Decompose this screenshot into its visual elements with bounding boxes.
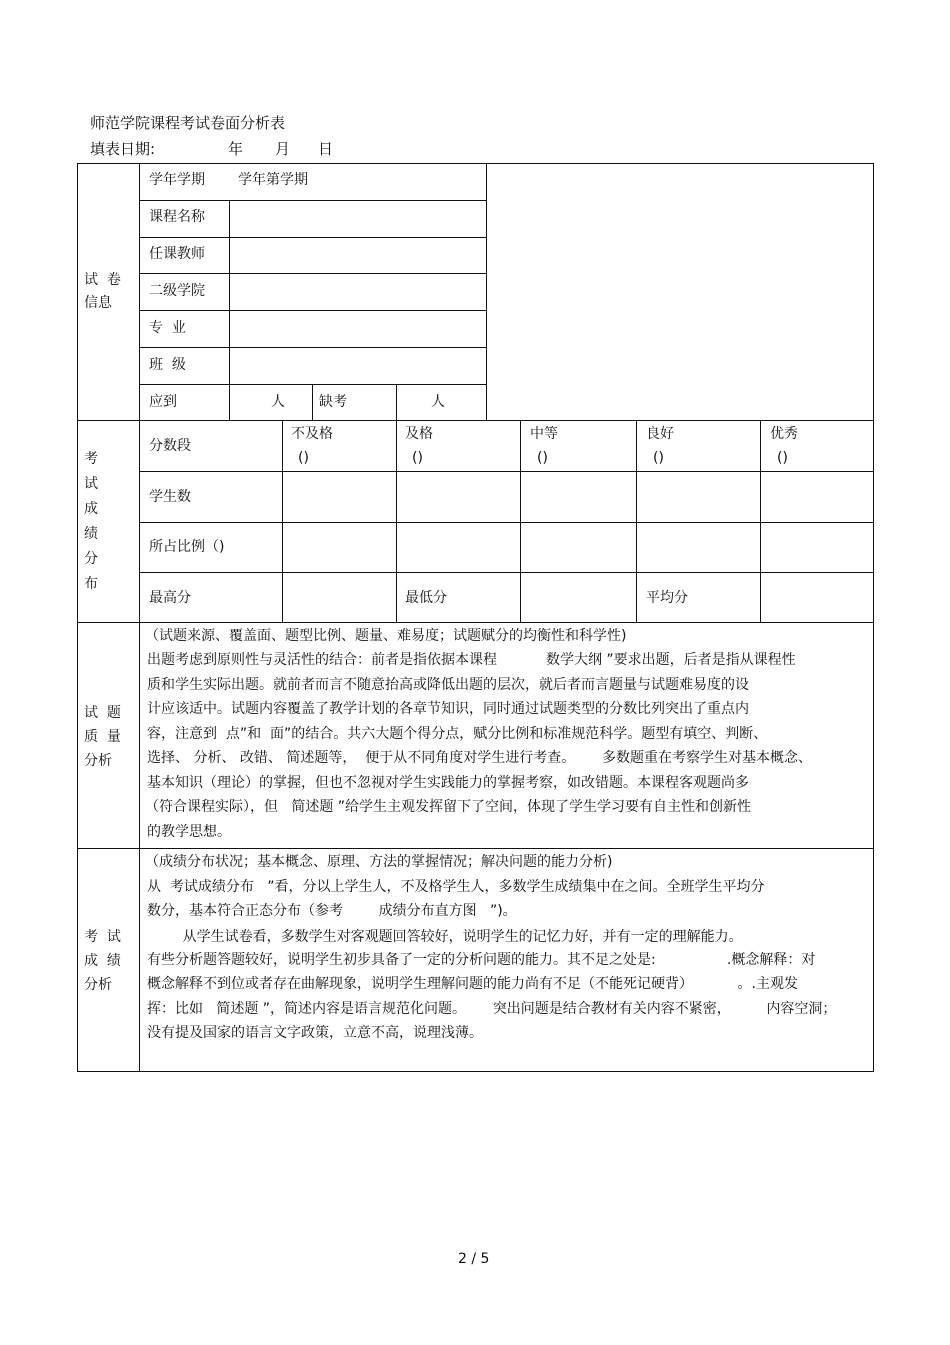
info-section-label-2: 信息 [84, 295, 112, 311]
scores-label-char: 试 [84, 476, 98, 492]
grade-fail-name: 不及格 [291, 426, 333, 442]
grade-excellent-name: 优秀 [770, 426, 798, 442]
course-name-label: 课程名称 [149, 209, 205, 225]
absent-unit: 人 [431, 394, 445, 410]
quality-line: （试题来源、覆盖面、题型比例、题量、难易度；试题赋分的均衡性和科学性) [145, 628, 627, 644]
info-section-label: 试 卷 [84, 272, 121, 288]
quality-line: 选择、 分析、 改错、 简述题等， 便于从不同角度对学生进行考查。 多数题重在考察学生对基本概念、 [147, 750, 812, 766]
analysis-line: （成绩分布状况；基本概念、原理、方法的掌握情况；解决问题的能力分析) [145, 854, 613, 870]
analysis-line: 概念解释不到位或者存在曲解现象，说明学生理解问题的能力尚有不足（不能死记硬背） 。.主观发 [147, 976, 798, 992]
teacher-label: 任课教师 [149, 246, 205, 262]
grade-excellent-range: () [777, 450, 788, 466]
major-label: 专 业 [149, 320, 186, 336]
scores-label-char: 成 [84, 501, 98, 517]
grade-medium-range: () [537, 450, 548, 466]
max-score-label: 最高分 [149, 590, 191, 606]
date-year: 年 [228, 140, 244, 158]
grade-medium-name: 中等 [530, 426, 558, 442]
term-label: 学年学期 [149, 172, 205, 188]
scores-label-char: 分 [84, 551, 98, 567]
page-number: 2 / 5 [458, 1251, 490, 1267]
date-label: 填表日期: [90, 140, 156, 158]
students-label: 学生数 [149, 489, 191, 505]
analysis-line: 从学生试卷看，多数学生对客观题回答较好，说明学生的记忆力好，并有一定的理解能力。 [147, 929, 743, 945]
grade-fail-range: () [298, 450, 309, 466]
grade-pass-range: () [412, 450, 423, 466]
term-value[interactable]: 学年第学期 [238, 172, 308, 188]
analysis-label-3: 分析 [84, 977, 112, 993]
min-score-label: 最低分 [405, 590, 447, 606]
grade-good-name: 良好 [646, 426, 674, 442]
analysis-label-2: 成 绩 [84, 953, 121, 969]
quality-label-3: 分析 [84, 753, 112, 769]
quality-line: 出题考虑到原则性与灵活性的结合：前者是指依据本课程 数学大纲 ”要求出题，后者是指从课程性 [147, 652, 796, 668]
scores-label-char: 绩 [84, 526, 98, 542]
quality-line: 基本知识（理论）的掌握，但也不忽视对学生实践能力的掌握考察，如改错题。本课程客观题尚多 [147, 775, 749, 791]
date-day: 日 [318, 140, 334, 158]
scores-label-char: 考 [84, 451, 98, 467]
quality-line: 的教学思想。 [147, 824, 231, 840]
quality-label-2: 质 量 [84, 729, 121, 745]
ratio-label: 所占比例（) [149, 539, 225, 555]
quality-line: 质和学生实际出题。就前者而言不随意抬高或降低出题的层次，就后者而言题量与试题难易度的设 [147, 677, 749, 693]
analysis-line: 挥：比如 简述题 ”，简述内容是语言规范化问题。 突出问题是结合教材有关内容不紧密， 内容空洞； [147, 1001, 837, 1017]
grade-good-range: () [653, 450, 664, 466]
avg-score-label: 平均分 [646, 590, 688, 606]
analysis-label: 考 试 [84, 929, 121, 945]
quality-label: 试 题 [84, 705, 121, 721]
absent-label: 缺考 [319, 394, 347, 410]
class-label: 班 级 [149, 357, 186, 373]
quality-line: 计应该适中。试题内容覆盖了教学计划的各章节知识，同时通过试题类型的分数比列突出了重点内 [147, 701, 749, 717]
scores-label-char: 布 [84, 576, 98, 592]
attend-label: 应到 [149, 394, 177, 410]
form-title: 师范学院课程考试卷面分析表 [90, 114, 286, 132]
attend-unit: 人 [271, 394, 285, 410]
quality-line: （符合课程实际），但 简述题 ”给学生主观发挥留下了空间，体现了学生学习要有自主性和创新性 [145, 799, 752, 815]
segment-label: 分数段 [149, 438, 191, 454]
date-month: 月 [275, 140, 291, 158]
college-label: 二级学院 [149, 283, 205, 299]
analysis-line: 数分，基本符合正态分布（参考 成绩分布直方图 ”)。 [147, 903, 517, 919]
quality-line: 容，注意到 点”和 面”的结合。共六大题个得分点，赋分比例和标准规范科学。题型有填空、判断、 [147, 726, 768, 742]
analysis-line: 没有提及国家的语言文字政策，立意不高，说理浅薄。 [147, 1025, 483, 1041]
analysis-line: 有些分析题答题较好，说明学生初步具备了一定的分析问题的能力。其不足之处是: .概念解释：对 [147, 952, 816, 968]
grade-pass-name: 及格 [405, 426, 433, 442]
analysis-line: 从 考试成绩分布 ”看，分以上学生人，不及格学生人，多数学生成绩集中在之间。全班学生平均分 [147, 879, 765, 895]
